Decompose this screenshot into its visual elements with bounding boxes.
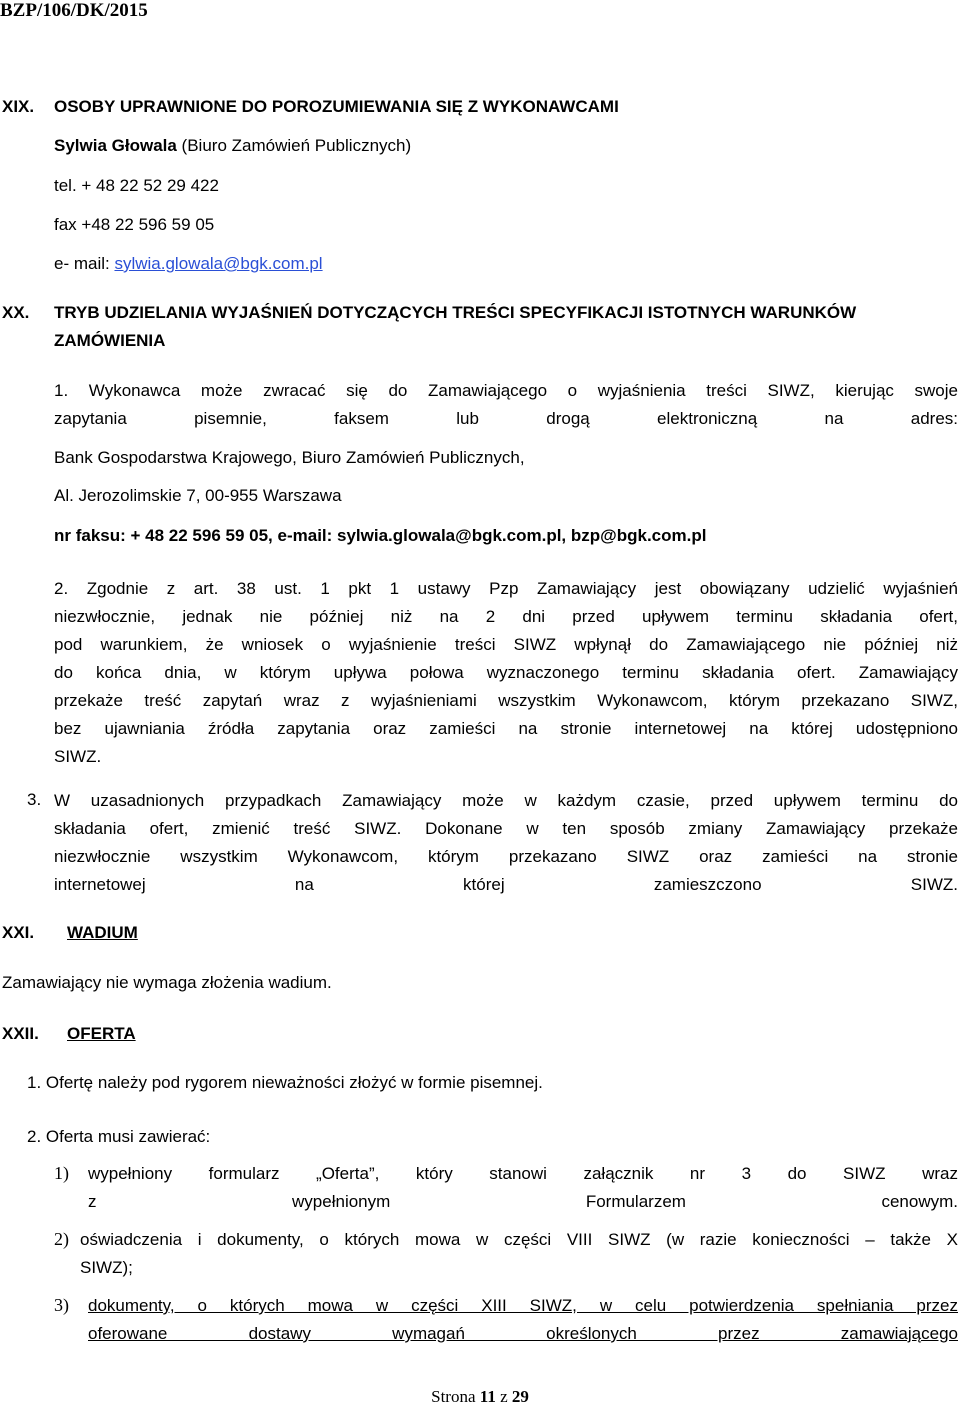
contact-tel: tel. + 48 22 52 29 422 — [54, 176, 219, 195]
footer-z: z — [495, 1387, 512, 1406]
contact-fax-email: nr faksu: + 48 22 596 59 05, e-mail: sylwia.glowala@bgk.com.pl, bzp@bgk.com.pl — [54, 526, 707, 545]
contact-name-bold: Sylwia Głowala — [54, 136, 177, 155]
contact-fax: fax +48 22 596 59 05 — [54, 215, 215, 234]
paragraph-1 — [54, 377, 958, 433]
email-prefix: e- mail: — [54, 254, 115, 273]
oferta-paragraph-2: 2. Oferta musi zawierać: — [27, 1127, 211, 1146]
section-number-xxi: XXI. — [2, 923, 35, 942]
item-3 — [88, 1292, 958, 1348]
paragraph-2-line-2: niezwłocznie, jednak nie później niż na 2 dni przed upływem terminu składania ofert, — [54, 607, 958, 626]
paragraph-2-line-5: przekaże treść zapytań wraz z wyjaśnieniami wszystkim Wykonawcom, którym przekazano SIWZ, — [54, 691, 958, 710]
address-line-2: Al. Jerozolimskie 7, 00-955 Warszawa — [54, 486, 342, 505]
section-number-xx: XX. — [2, 303, 30, 322]
section-number-xxii: XXII. — [2, 1024, 39, 1043]
paragraph-3-line-3: niezwłocznie wszystkim Wykonawcom, którym przekazano SIWZ oraz zamieści na stronie — [54, 847, 958, 866]
oferta-paragraph-1: 1. Ofertę należy pod rygorem nieważności złożyć w formie pisemnej. — [27, 1073, 543, 1092]
wadium-text: Zamawiający nie wymaga złożenia wadium. — [2, 973, 332, 992]
section-title-clarifications: TRYB UDZIELANIA WYJAŚNIEŃ DOTYCZĄCYCH TREŚCI SPECYFIKACJI ISTOTNYCH WARUNKÓW — [54, 303, 857, 322]
item-3-line-1: dokumenty, o których mowa w części XIII SIWZ, w celu potwierdzenia spełniania przez — [88, 1296, 958, 1315]
contact-name — [54, 136, 411, 156]
section-title-wadium: WADIUM — [67, 923, 138, 942]
paragraph-2-line-7: SIWZ. — [54, 747, 102, 766]
item-2-number: 2) — [54, 1229, 69, 1249]
document-id: BZP/106/DK/2015 — [0, 0, 148, 21]
paragraph-2-line-3: pod warunkiem, że wniosek o wyjaśnienie treści SIWZ wpłynął do Zamawiającego nie później niż — [54, 635, 958, 654]
item-2 — [80, 1226, 958, 1282]
section-title-clarifications-cont: ZAMÓWIENIA — [54, 331, 166, 350]
email-link[interactable]: sylwia.glowala@bgk.com.pl — [114, 254, 323, 273]
paragraph-2 — [54, 575, 958, 771]
footer-strona: Strona — [431, 1387, 480, 1406]
contact-email — [54, 254, 323, 274]
footer-page-total: 29 — [511, 1387, 529, 1406]
item-2-line-2: SIWZ); — [80, 1258, 133, 1277]
paragraph-2-line-6: bez ujawniania źródła zapytania oraz zamieści na stronie internetowej na której udostępniono — [54, 719, 958, 738]
item-3-line-2: oferowane dostawy wymagań określonych przez zamawiającego — [88, 1324, 958, 1343]
section-title-contact-persons: OSOBY UPRAWNIONE DO POROZUMIEWANIA SIĘ Z WYKONAWCAMI — [54, 97, 619, 116]
address-line-1: Bank Gospodarstwa Krajowego, Biuro Zamówień Publicznych, — [54, 448, 525, 467]
paragraph-3 — [54, 787, 958, 899]
section-title-oferta: OFERTA — [67, 1024, 136, 1043]
paragraph-3-line-1: W uzasadnionych przypadkach Zamawiający może w każdym czasie, przed upływem terminu do — [54, 791, 958, 810]
paragraph-2-line-1: 2. Zgodnie z art. 38 ust. 1 pkt 1 ustawy Pzp Zamawiający jest obowiązany udzielić wyjaśnień — [54, 579, 958, 598]
paragraph-3-line-2: składania ofert, zmienić treść SIWZ. Dokonane w ten sposób zmiany Zamawiający przekaże — [54, 819, 958, 838]
paragraph-1-line-2: zapytania pisemnie, faksem lub drogą elektroniczną na adres: — [54, 409, 958, 428]
paragraph-2-line-4: do końca dnia, w którym upływa połowa wyznaczonego terminu składania ofert. Zamawiający — [54, 663, 958, 682]
paragraph-3-number: 3. — [27, 790, 42, 809]
section-number-xix: XIX. — [2, 97, 35, 116]
paragraph-3-line-4: internetowej na której zamieszczono SIWZ. — [54, 875, 958, 894]
paragraph-1-line-1: 1. Wykonawca może zwracać się do Zamawiającego o wyjaśnienia treści SIWZ, kierując swoje — [54, 381, 958, 400]
item-2-line-1: oświadczenia i dokumenty, o których mowa w części VIII SIWZ (w razie konieczności – także X — [80, 1230, 958, 1249]
item-1 — [88, 1160, 958, 1216]
item-1-number: 1) — [54, 1163, 69, 1183]
contact-dept: (Biuro Zamówień Publicznych) — [176, 136, 412, 155]
item-3-number: 3) — [54, 1295, 69, 1315]
footer-page-number: 11 — [479, 1387, 496, 1406]
item-1-line-2: z wypełnionym Formularzem cenowym. — [88, 1192, 958, 1211]
item-1-line-1: wypełniony formularz „Oferta”, który stanowi załącznik nr 3 do SIWZ wraz — [88, 1164, 958, 1183]
page-footer — [0, 1387, 960, 1407]
